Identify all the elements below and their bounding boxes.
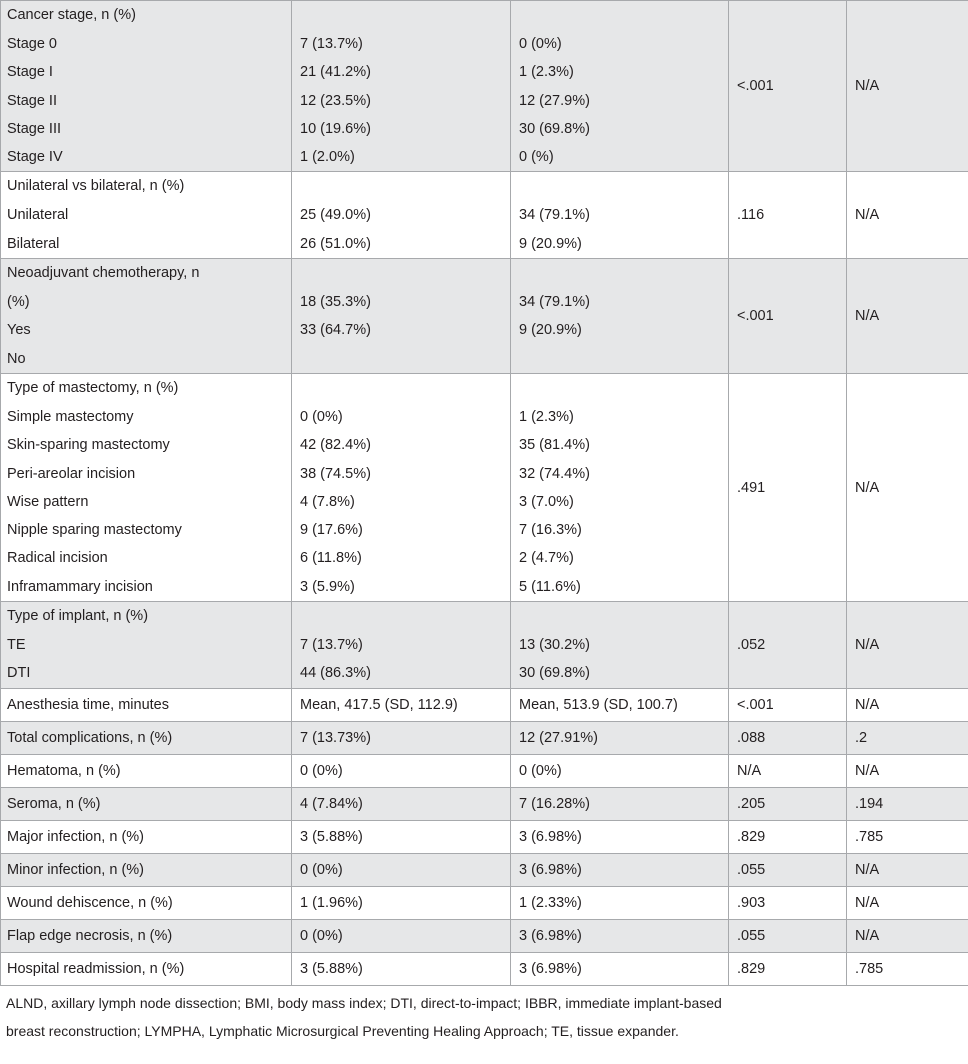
col3-cell: [511, 787, 729, 820]
row-label: Anesthesia time, minutes: [7, 696, 169, 713]
col3-cell: [511, 172, 729, 259]
group-label: Bilateral: [7, 235, 60, 252]
row-label: Seroma, n (%): [7, 795, 101, 812]
col2-value: 4 (7.84%): [300, 795, 363, 812]
row-label-cell: [1, 787, 292, 820]
col2-cell: [292, 787, 511, 820]
group-row-mastectomy: [1, 373, 968, 601]
row-label-cell: [1, 688, 292, 721]
p-value-cell: .491: [729, 373, 847, 601]
group-header: Type of mastectomy, n (%): [7, 379, 179, 396]
p-value-2-cell: N/A: [847, 754, 968, 787]
group-header: Neoadjuvant chemotherapy, n: [7, 265, 200, 282]
table-row: [1, 886, 968, 919]
col2-value: Mean, 417.5 (SD, 112.9): [300, 696, 458, 713]
table-row: [1, 820, 968, 853]
col2-value: 42 (82.4%): [300, 437, 371, 454]
p-value-cell: N/A: [729, 754, 847, 787]
p-value-cell: <.001: [729, 688, 847, 721]
col3-cell: [511, 721, 729, 754]
row-label-cell: [1, 919, 292, 952]
row-label-cell: [1, 721, 292, 754]
col3-value: 30 (69.8%): [519, 120, 590, 137]
col3-value: 7 (16.3%): [519, 522, 582, 539]
col3-value: 13 (30.2%): [519, 637, 590, 654]
table-row: [1, 688, 968, 721]
col3-value: 7 (16.28%): [519, 795, 590, 812]
col2-cell: [292, 886, 511, 919]
group-label: Nipple sparing mastectomy: [7, 522, 182, 539]
p-value-2-cell: .785: [847, 952, 968, 985]
p-value-cell: .055: [729, 853, 847, 886]
p-value-cell: .903: [729, 886, 847, 919]
p-value-2-cell: N/A: [847, 259, 968, 374]
p-value-cell: <.001: [729, 259, 847, 374]
row-label: Flap edge necrosis, n (%): [7, 927, 173, 944]
col2-value: 4 (7.8%): [300, 493, 355, 510]
col2-cell: [292, 952, 511, 985]
col3-cell: [511, 952, 729, 985]
p-value-2-cell: .2: [847, 721, 968, 754]
col3-cell: [511, 373, 729, 601]
table-row: [1, 853, 968, 886]
group-label: Peri-areolar incision: [7, 465, 136, 482]
p-value-cell: .052: [729, 602, 847, 689]
col2-value: 9 (17.6%): [300, 522, 363, 539]
col2-value: 3 (5.88%): [300, 828, 363, 845]
col3-value: 1 (2.3%): [519, 408, 574, 425]
row-label-cell: [1, 259, 292, 374]
p-value-cell: .088: [729, 721, 847, 754]
col3-value: 12 (27.9%): [519, 92, 590, 109]
col2-cell: [292, 688, 511, 721]
col2-value: 7 (13.7%): [300, 637, 363, 654]
row-label-cell: [1, 172, 292, 259]
row-label: Major infection, n (%): [7, 828, 144, 845]
group-label: Stage II: [7, 92, 57, 109]
col3-value: 34 (79.1%): [519, 207, 590, 224]
col2-value: 25 (49.0%): [300, 207, 371, 224]
col3-value: 3 (6.98%): [519, 960, 582, 977]
col3-value: 0 (0%): [519, 762, 562, 779]
col2-cell: [292, 853, 511, 886]
col3-cell: [511, 853, 729, 886]
col3-cell: [511, 688, 729, 721]
row-label-cell: [1, 602, 292, 689]
col2-value: 0 (0%): [300, 762, 343, 779]
col3-cell: [511, 1, 729, 172]
p-value-2-cell: N/A: [847, 853, 968, 886]
col2-value: 0 (0%): [300, 408, 343, 425]
col3-value: 9 (20.9%): [519, 322, 582, 339]
group-label: Stage I: [7, 64, 53, 81]
col3-value: 1 (2.33%): [519, 894, 582, 911]
col3-cell: [511, 602, 729, 689]
col3-value: 3 (6.98%): [519, 828, 582, 845]
p-value-2-cell: .194: [847, 787, 968, 820]
p-value-2-cell: N/A: [847, 919, 968, 952]
group-row-neoadjuvant: [1, 259, 968, 374]
group-label: Yes: [7, 322, 31, 339]
table-row: [1, 919, 968, 952]
col2-value: 7 (13.7%): [300, 36, 363, 52]
p-value-2-cell: N/A: [847, 886, 968, 919]
group-label: TE: [7, 637, 26, 654]
group-label: No: [7, 350, 26, 367]
col3-cell: [511, 886, 729, 919]
row-label-cell: [1, 820, 292, 853]
col2-value: 3 (5.88%): [300, 960, 363, 977]
col2-value: 12 (23.5%): [300, 92, 371, 109]
col3-value: 3 (7.0%): [519, 493, 574, 510]
group-label: DTI: [7, 665, 31, 682]
col2-cell: [292, 1, 511, 172]
table-row: [1, 721, 968, 754]
col2-value: 21 (41.2%): [300, 64, 371, 81]
group-label: Stage III: [7, 120, 62, 137]
col3-value: 2 (4.7%): [519, 550, 574, 567]
p-value-2-cell: N/A: [847, 688, 968, 721]
row-label-cell: [1, 373, 292, 601]
col3-value: 30 (69.8%): [519, 665, 590, 682]
col2-value: 0 (0%): [300, 927, 343, 944]
row-label: Total complications, n (%): [7, 729, 173, 746]
col3-cell: [511, 754, 729, 787]
col2-value: 38 (74.5%): [300, 465, 371, 482]
group-label: Radical incision: [7, 550, 108, 567]
row-label: Wound dehiscence, n (%): [7, 894, 173, 911]
col3-value: 9 (20.9%): [519, 235, 582, 252]
col3-cell: [511, 820, 729, 853]
p-value-cell: .829: [729, 952, 847, 985]
col3-value: 3 (6.98%): [519, 927, 582, 944]
p-value-cell: .205: [729, 787, 847, 820]
col3-value: 5 (11.6%): [519, 578, 581, 595]
group-row-cancer-stage: [1, 1, 968, 172]
row-label: Minor infection, n (%): [7, 861, 144, 878]
p-value-cell: .055: [729, 919, 847, 952]
col3-value: 0 (0%): [519, 36, 562, 52]
row-label-cell: [1, 853, 292, 886]
col2-value: 7 (13.73%): [300, 729, 371, 746]
col3-value: 34 (79.1%): [519, 294, 590, 311]
col2-value: 44 (86.3%): [300, 665, 371, 682]
p-value-2-cell: N/A: [847, 373, 968, 601]
group-label: (%): [7, 294, 30, 311]
col3-value: 0 (%): [519, 149, 554, 166]
p-value-2-cell: N/A: [847, 172, 968, 259]
col2-cell: [292, 373, 511, 601]
col2-value: 33 (64.7%): [300, 322, 371, 339]
group-row-laterality: [1, 172, 968, 259]
table-body: [1, 1, 968, 986]
group-row-implant: [1, 602, 968, 689]
col2-cell: [292, 820, 511, 853]
group-label: Stage IV: [7, 149, 63, 166]
col3-value: 3 (6.98%): [519, 861, 582, 878]
group-header: Cancer stage, n (%): [7, 7, 136, 23]
group-label: Stage 0: [7, 36, 57, 52]
table-footnote: [0, 986, 968, 1045]
col3-cell: [511, 259, 729, 374]
group-header: Type of implant, n (%): [7, 608, 149, 625]
col2-cell: [292, 721, 511, 754]
col3-value: 35 (81.4%): [519, 437, 590, 454]
row-label: Hospital readmission, n (%): [7, 960, 185, 977]
col2-value: 0 (0%): [300, 861, 343, 878]
p-value-2-cell: .785: [847, 820, 968, 853]
col2-value: 10 (19.6%): [300, 120, 371, 137]
col2-value: 1 (2.0%): [300, 149, 355, 166]
group-label: Skin-sparing mastectomy: [7, 437, 170, 454]
p-value-2-cell: N/A: [847, 602, 968, 689]
col3-value: 1 (2.3%): [519, 64, 574, 81]
col2-value: 6 (11.8%): [300, 550, 362, 567]
table-row: [1, 787, 968, 820]
col2-cell: [292, 259, 511, 374]
group-label: Wise pattern: [7, 493, 89, 510]
p-value-2-cell: N/A: [847, 1, 968, 172]
p-value-cell: <.001: [729, 1, 847, 172]
row-label-cell: [1, 952, 292, 985]
col3-value: 12 (27.91%): [519, 729, 598, 746]
row-label-cell: [1, 754, 292, 787]
table-row: [1, 754, 968, 787]
col2-value: 26 (51.0%): [300, 235, 371, 252]
col2-cell: [292, 754, 511, 787]
col2-cell: [292, 602, 511, 689]
group-label: Simple mastectomy: [7, 408, 134, 425]
row-label-cell: [1, 886, 292, 919]
col3-cell: [511, 919, 729, 952]
p-value-cell: .829: [729, 820, 847, 853]
group-label: Unilateral: [7, 207, 69, 224]
group-header: Unilateral vs bilateral, n (%): [7, 178, 185, 195]
col2-value: 1 (1.96%): [300, 894, 363, 911]
col2-value: 3 (5.9%): [300, 578, 355, 595]
row-label: Hematoma, n (%): [7, 762, 121, 779]
col2-value: 18 (35.3%): [300, 294, 371, 311]
col3-value: Mean, 513.9 (SD, 100.7): [519, 696, 678, 713]
col3-value: 32 (74.4%): [519, 465, 590, 482]
col2-cell: [292, 172, 511, 259]
p-value-cell: .116: [729, 172, 847, 259]
group-label: Inframammary incision: [7, 578, 153, 595]
footnote-line-1: ALND, axillary lymph node dissection; BMI, body mass index; DTI, direct-to-impact; IBBR, immediate implant-based: [6, 994, 722, 1011]
table-row: [1, 952, 968, 985]
col2-cell: [292, 919, 511, 952]
footnote-line-2: breast reconstruction; LYMPHA, Lymphatic Microsurgical Preventing Healing Approach; TE, tissue expander.: [6, 1022, 679, 1039]
row-label-cell: [1, 1, 292, 172]
